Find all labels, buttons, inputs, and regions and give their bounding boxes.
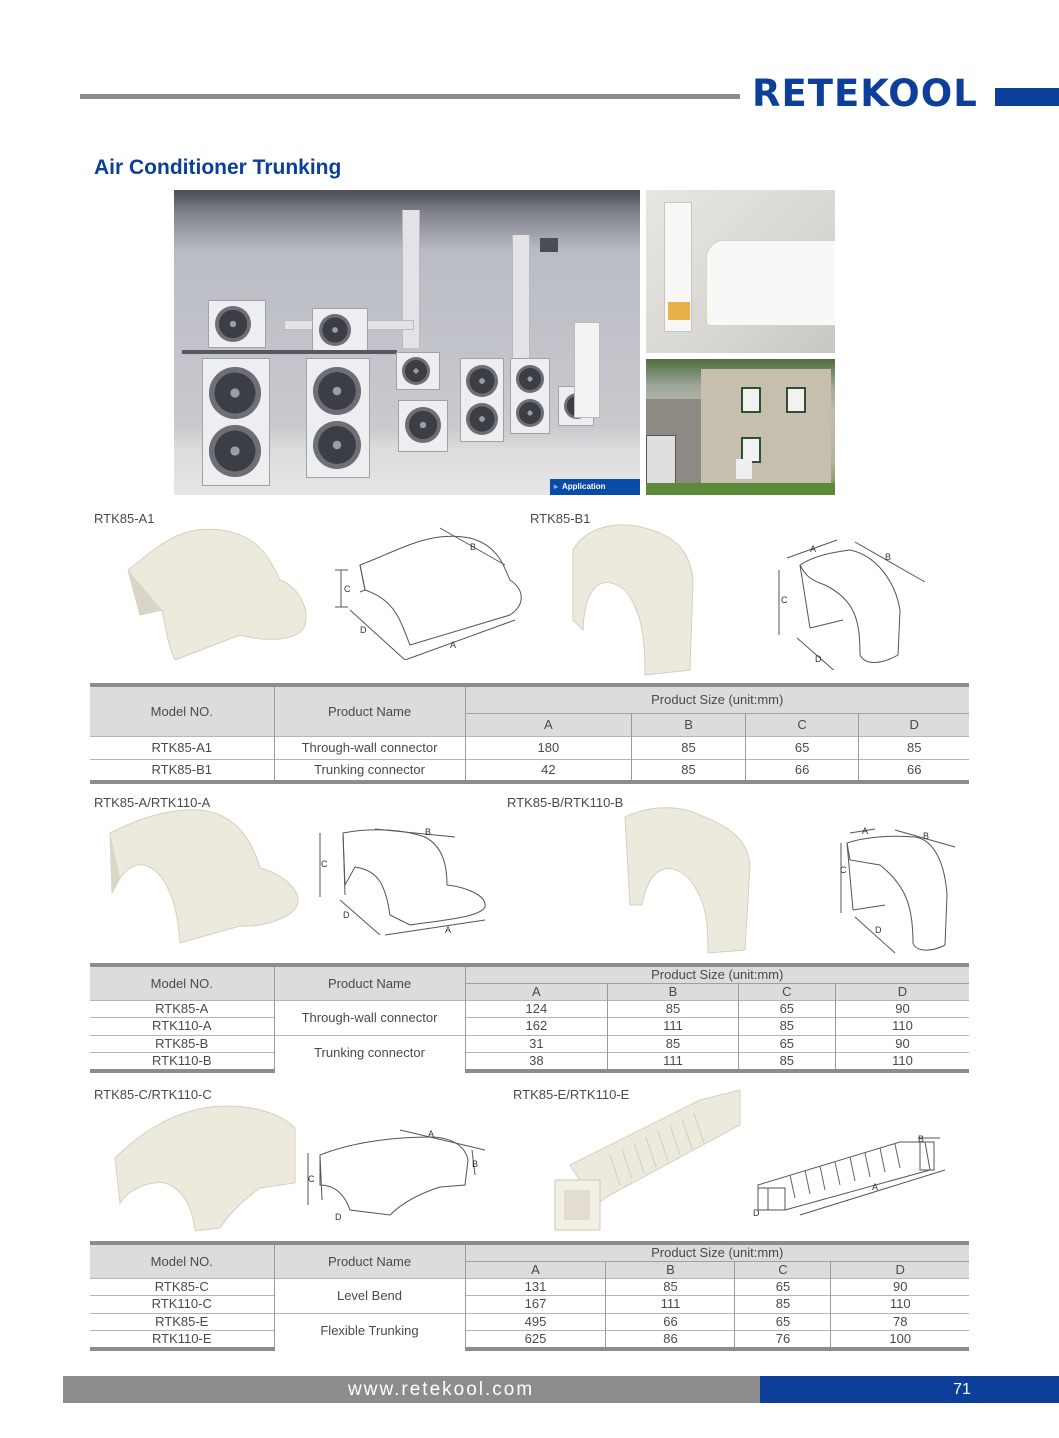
footer-website-url: www.retekool.com	[348, 1379, 535, 1400]
col-a: A	[465, 1261, 606, 1278]
brand-logo: RETEKOOL	[752, 72, 978, 115]
table-row: RTK85-B1 Trunking connector 42 85 66 66	[90, 759, 969, 782]
col-d: D	[831, 1261, 969, 1278]
col-b: B	[608, 983, 738, 1000]
photo-outdoor-ac-units	[174, 190, 640, 495]
col-b: B	[632, 713, 746, 736]
svg-text:C: C	[321, 859, 328, 869]
col-c: C	[738, 983, 835, 1000]
page-title: Air Conditioner Trunking	[94, 156, 342, 179]
col-a: A	[465, 983, 608, 1000]
svg-text:B: B	[425, 827, 432, 837]
header-accent-bar	[995, 88, 1059, 106]
product-label: RTK85-E/RTK110-E	[513, 1087, 630, 1102]
table-row: RTK110-C 167 111 85 110	[90, 1296, 969, 1314]
col-product-name: Product Name	[274, 965, 465, 1000]
svg-text:C: C	[840, 865, 847, 875]
svg-text:C: C	[308, 1174, 315, 1184]
svg-text:B: B	[885, 552, 892, 562]
col-b: B	[606, 1261, 735, 1278]
svg-text:A: A	[810, 544, 817, 554]
col-product-size: Product Size (unit:mm)	[465, 685, 969, 713]
diagram-rtk85-e	[750, 1130, 950, 1220]
table-row: RTK85-E Flexible Trunking 495 66 65 78	[90, 1313, 969, 1331]
table-row: RTK110-A 162 111 85 110	[90, 1018, 969, 1036]
diagram-rtk85-b	[835, 825, 965, 955]
col-product-name: Product Name	[274, 685, 465, 736]
product-size-table-3	[90, 1241, 969, 1351]
col-model: Model NO.	[90, 965, 274, 1000]
table-row: RTK110-B 38 111 85 110	[90, 1053, 969, 1072]
product-photo-rtk85-b	[620, 805, 760, 955]
svg-text:A: A	[450, 640, 457, 650]
product-label: RTK85-B/RTK110-B	[507, 795, 624, 810]
product-size-table-1	[90, 683, 969, 784]
svg-text:D: D	[343, 910, 350, 920]
col-c: C	[745, 713, 859, 736]
header-rule	[80, 94, 740, 99]
diagram-rtk85-a	[315, 825, 495, 945]
svg-text:D: D	[360, 625, 367, 635]
svg-text:D: D	[335, 1212, 342, 1222]
product-label: RTK85-A/RTK110-A	[94, 795, 211, 810]
svg-text:C: C	[781, 595, 788, 605]
photo-house-exterior	[646, 359, 835, 495]
table-row: RTK85-C Level Bend 131 85 65 90	[90, 1278, 969, 1296]
svg-text:A: A	[872, 1182, 879, 1192]
product-photo-rtk85-a	[100, 808, 305, 948]
svg-text:D: D	[753, 1208, 760, 1218]
svg-text:B: B	[472, 1159, 479, 1169]
svg-text:D: D	[815, 654, 822, 664]
product-photo-rtk85-b1	[565, 520, 705, 680]
photo-indoor-ac	[646, 190, 835, 353]
col-c: C	[735, 1261, 831, 1278]
diagram-rtk85-b1	[765, 530, 965, 670]
product-photo-rtk85-a1	[120, 525, 315, 670]
svg-text:D: D	[875, 925, 882, 935]
table-row: RTK85-B Trunking connector 31 85 65 90	[90, 1035, 969, 1053]
table-row: RTK85-A1 Through-wall connector 180 85 65 85	[90, 736, 969, 759]
col-d: D	[859, 713, 969, 736]
diagram-rtk85-a1	[330, 520, 530, 660]
product-label: RTK85-A1	[94, 511, 155, 526]
svg-text:A: A	[862, 826, 869, 836]
application-caption: ▸ Application	[550, 479, 640, 495]
col-product-name: Product Name	[274, 1243, 465, 1278]
svg-text:C: C	[344, 584, 351, 594]
col-product-size: Product Size (unit:mm)	[465, 1243, 969, 1261]
col-model: Model NO.	[90, 1243, 274, 1278]
col-a: A	[465, 713, 632, 736]
table-row: RTK110-E 625 86 76 100	[90, 1331, 969, 1350]
svg-text:B: B	[918, 1134, 925, 1144]
svg-text:A: A	[445, 925, 452, 935]
svg-text:B: B	[923, 831, 930, 841]
product-label: RTK85-C/RTK110-C	[94, 1087, 212, 1102]
product-photo-rtk85-c	[110, 1103, 300, 1233]
page-number: 71	[953, 1381, 971, 1398]
svg-text:B: B	[470, 542, 477, 552]
col-d: D	[835, 983, 969, 1000]
table-row: RTK85-A Through-wall connector 124 85 65 90	[90, 1000, 969, 1018]
col-model: Model NO.	[90, 685, 274, 736]
product-label: RTK85-B1	[530, 511, 591, 526]
product-photo-rtk85-e	[550, 1085, 750, 1240]
col-product-size: Product Size (unit:mm)	[465, 965, 969, 983]
product-size-table-2	[90, 963, 969, 1073]
diagram-rtk85-c	[300, 1125, 490, 1225]
svg-text:A: A	[428, 1129, 435, 1139]
